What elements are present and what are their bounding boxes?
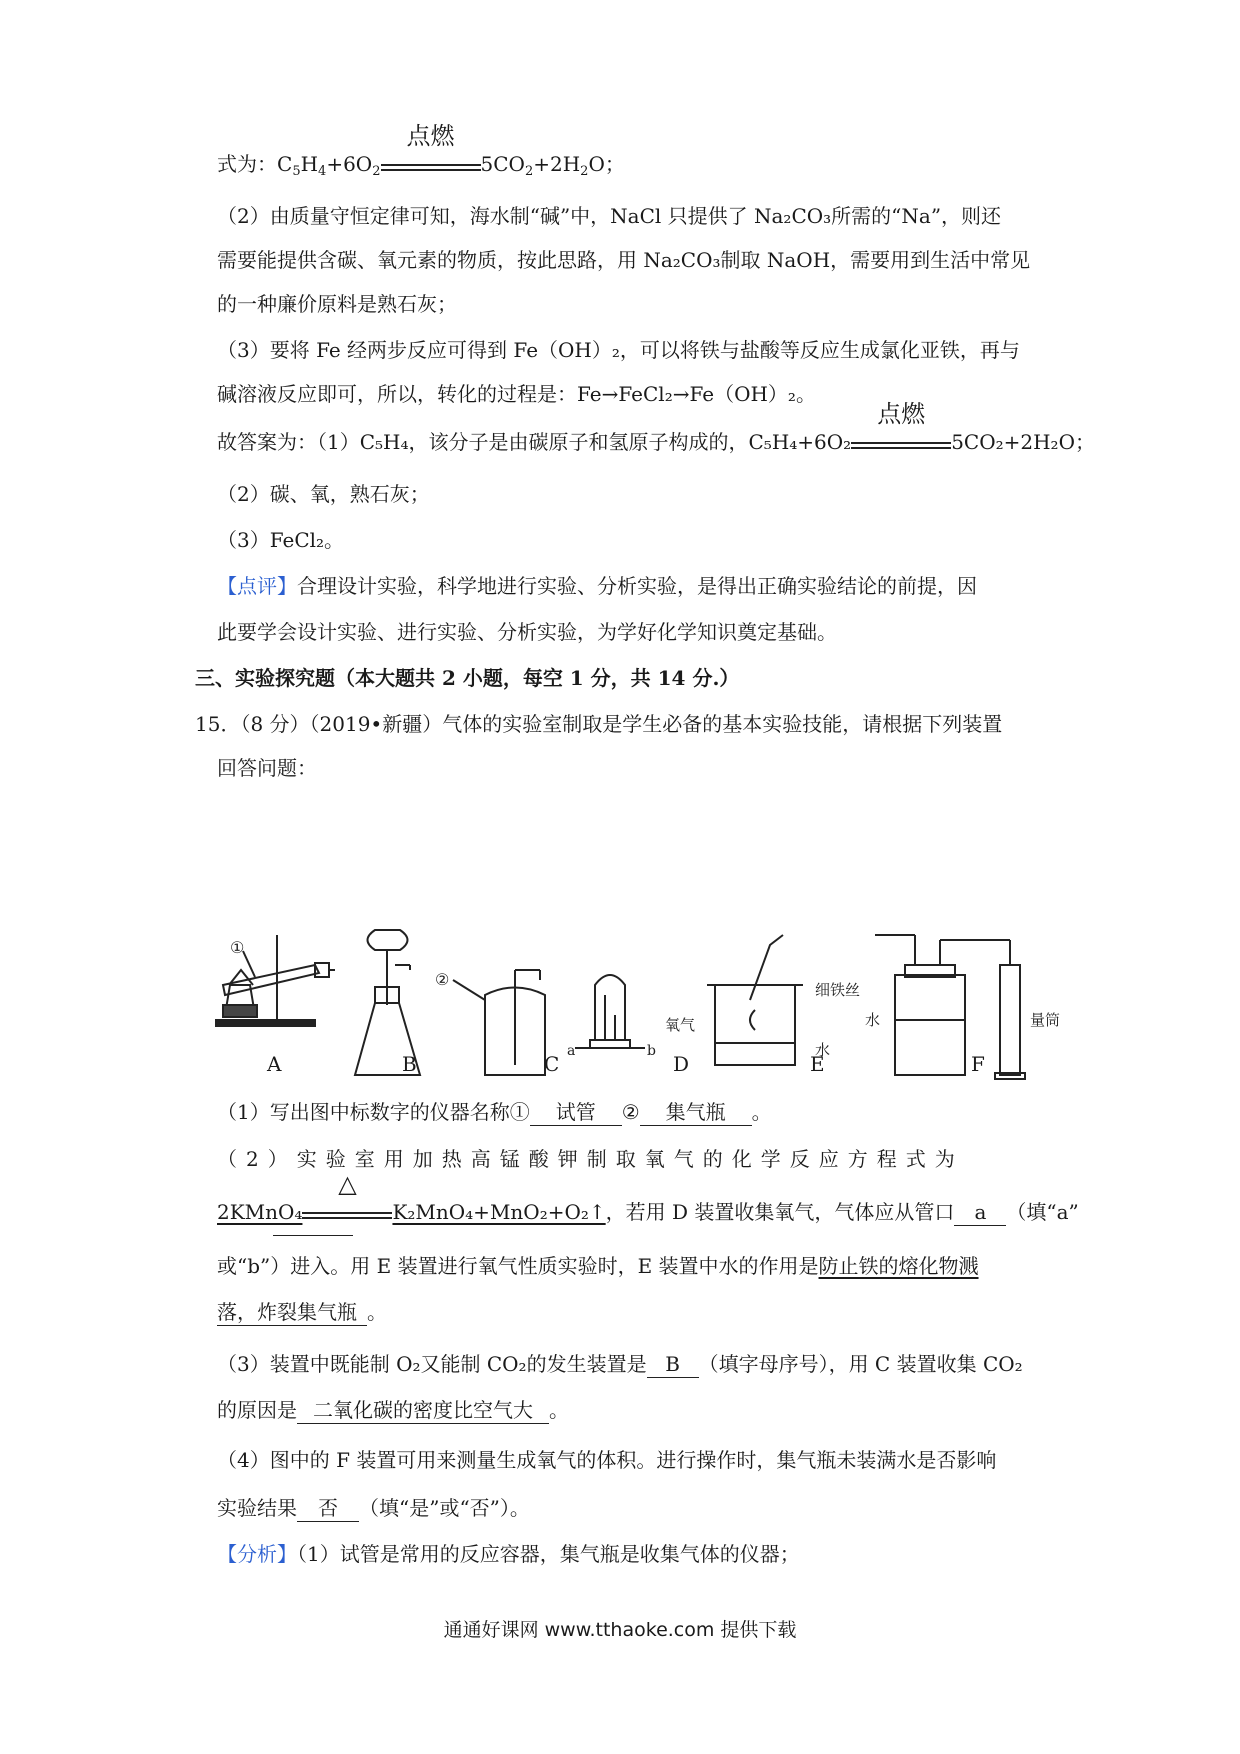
reaction-condition: 点燃	[851, 430, 951, 449]
analysis-tag: 【分析】	[217, 1542, 297, 1566]
text-line: （2）由质量守恒定律可知，海水制“碱”中，NaCl 只提供了 Na₂CO₃所需的“Na”，则还	[217, 204, 1002, 228]
cylinder-label: 量筒	[1030, 1011, 1061, 1029]
answer-blank: 二氧化碳的密度比空气大	[297, 1397, 549, 1424]
part-2-line-3: 或“b”）进入。用 E 装置进行氧气性质实验时，E 装置中水的作用是防止铁的熔化物溅	[217, 1254, 979, 1278]
wire-label: 细铁丝	[815, 981, 861, 999]
part-2-line-4: 落，炸裂集气瓶 。	[217, 1300, 387, 1324]
text-line: （2）碳、氧，熟石灰；	[217, 482, 430, 506]
part-2-line-2: 2KMnO₄ △ K₂MnO₄+MnO₂+O₂↑，若用 D 装置收集氧气，气体应从管口 a （填“a”	[217, 1170, 1079, 1224]
part-4-line-1: （4）图中的 F 装置可用来测量生成氧气的体积。进行操作时，集气瓶未装满水是否影响	[217, 1448, 997, 1472]
reaction-condition: △	[302, 1200, 392, 1219]
page-footer: 通通好课网 www.tthaoke.com 提供下载	[443, 1619, 797, 1641]
circle-label-1: ①	[230, 938, 245, 957]
underline-extension	[273, 1235, 353, 1236]
device-label-a: A	[267, 1052, 282, 1076]
answer-blank: 落，炸裂集气瓶	[217, 1299, 367, 1326]
apparatus-diagram	[215, 925, 1095, 1085]
answer-blank: B	[647, 1351, 699, 1378]
comment-tag: 【点评】	[217, 574, 297, 598]
part-3-line-2: 的原因是 二氧化碳的密度比空气大 。	[217, 1398, 569, 1422]
tube-label-b: b	[647, 1043, 656, 1059]
answer-blank: 试管	[530, 1099, 622, 1126]
device-label-e: E	[810, 1052, 825, 1076]
answer-blank: 防止铁的熔化物溅	[818, 1254, 979, 1278]
text-line: （3）FeCl₂。	[217, 528, 345, 552]
text-line: 碱溶液反应即可，所以，转化的过程是：Fe→FeCl₂→Fe（OH）₂。	[217, 382, 816, 406]
answer-line: 故答案为：（1）C₅H₄，该分子是由碳原子和氢原子构成的，C₅H₄+6O₂ 点燃 5CO₂+2H₂O；	[217, 400, 1095, 454]
device-label-f: F	[971, 1052, 985, 1076]
question-15-line-2: 回答问题：	[217, 756, 317, 780]
section-heading: 三、实验探究题（本大题共 2 小题，每空 1 分，共 14 分.）	[195, 666, 740, 690]
device-label-c: C	[544, 1052, 560, 1076]
equation-line-1: 式为：$C_5H_4+6O_2$ 点燃 $5CO_2+2H_2O$；	[217, 122, 625, 179]
device-label-d: D	[673, 1052, 690, 1076]
water-label-e: 水	[815, 1041, 831, 1059]
part-2-line-1: （2）实验室用加热高锰酸钾制取氧气的化学反应方程式为	[217, 1147, 964, 1171]
part-1-line: （1）写出图中标数字的仪器名称① 试管 ② 集气瓶 。	[217, 1100, 772, 1124]
reaction-condition: 点燃	[381, 152, 481, 171]
water-label-f: 水	[865, 1011, 881, 1029]
tube-label-a: a	[567, 1043, 576, 1059]
text-line: 需要能提供含碳、氧元素的物质，按此思路，用 Na₂CO₃制取 NaOH，需要用到生活中常见	[217, 248, 1031, 272]
answer-blank: 否	[297, 1495, 359, 1522]
oxygen-label: 氧气	[665, 1016, 696, 1034]
text-line: 的一种廉价原料是熟石灰；	[217, 292, 457, 316]
answer-blank: 集气瓶	[640, 1099, 752, 1126]
device-label-b: B	[402, 1052, 417, 1076]
text-line: （3）要将 Fe 经两步反应可得到 Fe（OH）₂，可以将铁与盐酸等反应生成氯化亚铁，再与	[217, 338, 1020, 362]
part-4-line-2: 实验结果 否 （填“是”或“否”）。	[217, 1496, 530, 1520]
analysis-line: 【分析】（1）试管是常用的反应容器，集气瓶是收集气体的仪器；	[217, 1542, 800, 1566]
part-3-line-1: （3）装置中既能制 O₂又能制 CO₂的发生装置是 B （填字母序号），用 C 装置收集 CO₂	[217, 1352, 1023, 1376]
circle-label-2: ②	[435, 970, 450, 989]
text-line: 此要学会设计实验、进行实验、分析实验，为学好化学知识奠定基础。	[217, 620, 837, 644]
answer-blank: a	[954, 1199, 1006, 1226]
comment-line: 【点评】合理设计实验，科学地进行实验、分析实验，是得出正确实验结论的前提，因	[217, 574, 977, 598]
question-15-line-1: 15．（8 分）（2019•新疆）气体的实验室制取是学生必备的基本实验技能，请根据下列装置	[195, 712, 1003, 736]
